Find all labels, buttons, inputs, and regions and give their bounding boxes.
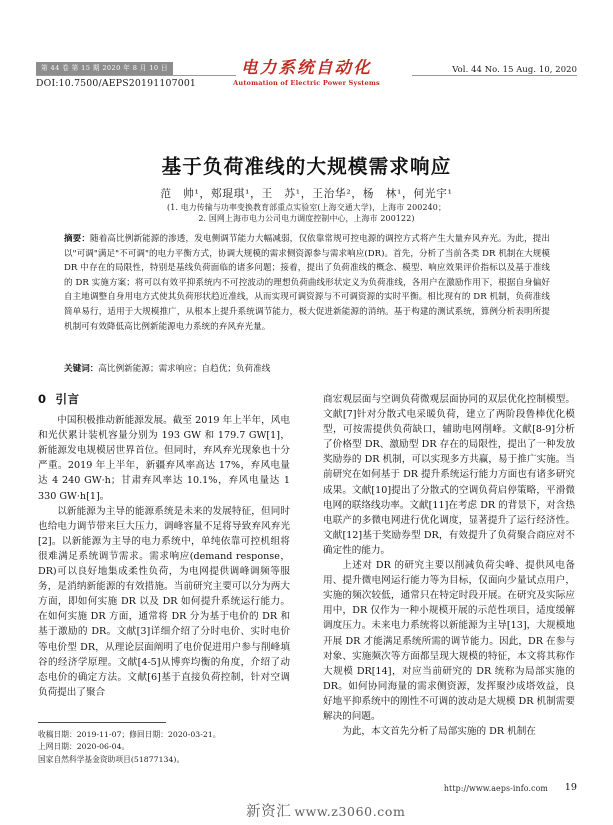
footnote-online-date: 上网日期：2020-06-04。: [38, 742, 130, 752]
volume-issue-en: Vol. 44 No. 15 Aug. 10, 2020: [452, 64, 577, 74]
paragraph: 上述对 DR 的研究主要以削减负荷尖峰、提供风电备用、提升微电网运行能力等为目标，仅面向少量试点用户，实施的频次较低，通常只在特定时段开展。在研究及实际应用中，DR 仅作为一种小规模开展的示范性项目，适度缓解调度压力。未来电力系统将以新能源为主导[13]，大规模地开展 DR 才能满足系统所需的调节能力。因此，DR 在参与对象、实施频次等方面都呈现大规模的特征，本文将其称作大规模 DR[14]，对应当前研究的 DR 统称为局部实施的 DR。如何协同海量的需求侧资源，发挥聚沙成塔效益，良好地平抑系统中的刚性不可调的波动是大规模 DR 机制需要解决的问题。: [323, 560, 575, 722]
watermark-cn: 新资汇: [246, 804, 292, 820]
abstract-label: 摘要：: [64, 234, 91, 244]
section-heading: [38, 392, 290, 407]
watermark-en: www.z3060.com: [294, 804, 406, 819]
footnote-block: [38, 729, 290, 766]
author-list: 范 帅¹，郏琨琪¹，王 苏¹，王治华²，杨 林¹，何光宇¹: [160, 188, 453, 200]
body-column-left: [38, 392, 290, 700]
page-number: 19: [564, 782, 577, 793]
affiliation-2: 2. 国网上海市电力公司电力调度控制中心，上海市 200122): [198, 214, 415, 223]
footnote-divider: [38, 722, 166, 723]
issue-badge: 第 44 卷 第 15 期 2020 年 8 月 10 日: [36, 62, 173, 75]
keywords-label: 关键词：: [64, 364, 99, 374]
section-number: 0: [38, 392, 47, 406]
paragraph: 以新能源为主导的能源系统是未来的发展特征，但同时也给电力调节带来巨大压力，调峰容量不足将导致弃风弃光[2]。以新能源为主导的电力系统中，单纯依靠可控机组将很难满足系统调节需求。需求响应(demand response，DR)可以良好地集成柔性负荷，为电网提供调峰调频等服务，是消纳新能源的有效措施。当前研究主要可以分为两大方面，即如何实施 DR 以及 DR 如何提升系统运行能力。在如何实施 DR 方面，通常将 DR 分为基于电价的 DR 和基于激励的 DR。文献[3]详细介绍了分时电价、实时电价等电价型 DR，从理论层面阐明了电价促进用户参与削峰填谷的经济学原理。文献[4-5]从博弈均衡的角度，介绍了动态电价的确定方法。文献[6]基于直接负荷控制，针对空调负荷提出了聚合: [38, 505, 290, 698]
journal-title-en: Automation of Electric Power Systems: [233, 79, 380, 87]
abstract-block: [64, 232, 550, 334]
footnote-funding: 国家自然科学基金资助项目(51877134)。: [38, 754, 185, 764]
keywords-text: 高比例新能源；需求响应；自趋优；负荷准线: [98, 364, 271, 374]
masthead: [0, 58, 613, 98]
abstract-text: 随着高比例新能源的渗透，发电侧调节能力大幅减弱，仅依靠常规可控电源的调控方式将产生大量弃风弃光。为此，提出以"可调"满足"不可调"的电力平衡方式，协调大规模的需求侧资源参与需求响应(DR)。首先，分析了当前各类 DR 机制在大规模 DR 中存在的局限性，特别是基线负荷面临的诸多问题；接着，提出了负荷准线的概念、模型、响应效果评价指标以及基于准线的 DR 实施方案；将可以有效平抑系统内不可控波动的理想负荷曲线形状定义为负荷准线，各用户在激励作用下，根据自身偏好自主地调整自身用电方式使其负荷形状趋近准线，从而实现可调资源与不可调资源的实时平衡。相比现有的 DR 机制，负荷准线简单易行，适用于大规模推广，从根本上提升系统调节能力，极大促进新能源的消纳。基于构建的测试系统，算例分析表明所提机制可有效降低高比例新能源电力系统的弃风弃光量。: [64, 234, 550, 332]
paragraph: 为此，本文首先分析了局部实施的 DR 机制在: [342, 726, 536, 738]
affiliation-1: (1. 电力传输与功率变换教育部重点实验室(上海交通大学)，上海市 200240；: [167, 203, 446, 212]
doi-line: DOI:10.7500/AEPS20191107001: [36, 78, 197, 89]
body-column-right: [323, 392, 575, 739]
section-title: 引言: [55, 392, 80, 406]
footnote-received-date: 收稿日期：2019-11-07；修回日期：2020-03-21。: [38, 730, 221, 739]
journal-url[interactable]: http://www.aeps-info.com: [443, 784, 548, 793]
paragraph: 商宏观层面与空调负荷微观层面协同的双层优化控制模型。文献[7]针对分散式电采暖负荷，建立了两阶段鲁棒优化模型，可按需提供负荷缺口，辅助电网削峰。文献[8-9]分析了价格型 DR、激励型 DR 存在的局限性，提出了一种发放奖励券的 DR 机制，可以实现多方共赢，易于推广实施。当前研究在如何基于 DR 提升系统运行能力方面也有诸多研究成果。文献[10]提出了分散式的空调负荷启停策略，平滑微电网的联络线功率。文献[11]在考虑 DR 的背景下，对含热电联产的多微电网进行优化调度，显著提升了运行经济性。文献[12]基于奖励券型 DR，有效提升了负荷聚合商应对不确定性的能力。: [323, 394, 575, 556]
page-title: 基于负荷准线的大规模需求响应: [161, 155, 452, 178]
journal-title-cn: 电力系统自动化: [241, 58, 372, 77]
watermark: [246, 800, 405, 821]
paragraph: 中国积极推动新能源发展。截至 2019 年上半年，风电和光伏累计装机容量分别为 193 GW 和 179.7 GW[1]，新能源发电规模居世界首位。但同时，弃风弃光现象也十分严重。2019 年上半年，新疆弃风率高达 17%，弃风电量达 4 240 GW·h；甘肃弃风率达 10.1%，弃风电量达 1 330 GW·h[1]。: [38, 415, 290, 502]
keywords-block: [64, 362, 550, 377]
